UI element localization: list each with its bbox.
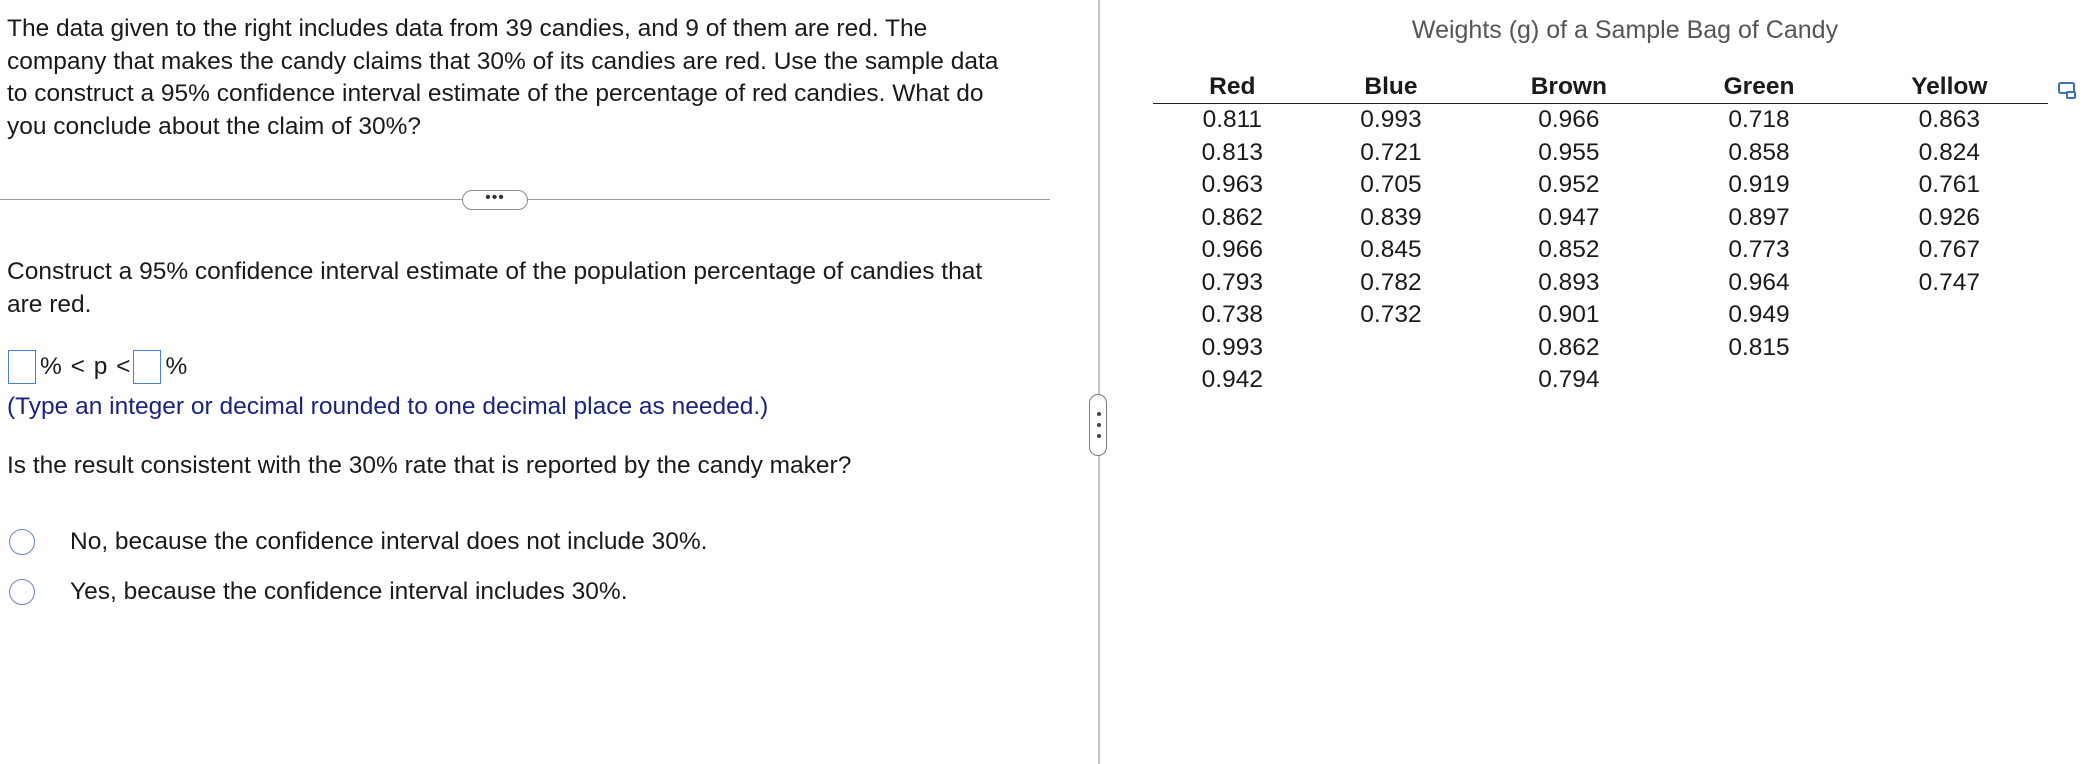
rounding-hint: (Type an integer or decimal rounded to one decimal place as needed.)	[7, 393, 769, 420]
table-cell: 0.942	[1201, 366, 1263, 394]
table-cell: 0.738	[1201, 301, 1263, 329]
table-cell: 0.824	[1918, 138, 1980, 166]
column-header: Brown	[1470, 70, 1667, 104]
table-cell: 0.926	[1918, 203, 1980, 231]
radio-yes[interactable]	[9, 579, 35, 605]
table-row	[1153, 364, 2048, 397]
option-yes[interactable]	[9, 578, 628, 606]
table-cell: 0.782	[1360, 268, 1422, 296]
table-cell: 0.793	[1201, 268, 1263, 296]
table-row	[1153, 137, 2048, 170]
table-row	[1153, 234, 2048, 267]
table-row	[1153, 104, 2048, 137]
interval-answer-row	[8, 348, 190, 386]
table-cell: 0.732	[1360, 301, 1422, 329]
table-cell: 0.966	[1201, 236, 1263, 264]
table-cell: 0.747	[1918, 268, 1980, 296]
table-cell: 0.811	[1202, 106, 1263, 134]
table-row	[1153, 169, 2048, 202]
table-cell	[1851, 299, 2048, 332]
part1-prompt: Construct a 95% confidence interval estimate of the population percentage of candies that are red.	[7, 258, 983, 318]
table-cell: 0.839	[1360, 203, 1422, 231]
table-row	[1153, 267, 2048, 300]
more-button[interactable]: •••	[462, 190, 528, 210]
column-header: Red	[1153, 70, 1312, 104]
table-cell: 0.993	[1201, 333, 1263, 361]
column-header: Yellow	[1851, 70, 2048, 104]
option-no[interactable]	[9, 528, 707, 556]
part2-prompt: Is the result consistent with the 30% rate that is reported by the candy maker?	[7, 452, 852, 479]
option-yes-label: Yes, because the confidence interval includes 30%.	[70, 578, 628, 605]
column-header: Green	[1667, 70, 1850, 104]
table-cell: 0.721	[1360, 138, 1422, 166]
table-cell: 0.773	[1728, 236, 1790, 264]
table-cell: 0.862	[1201, 203, 1263, 231]
table-cell: 0.815	[1728, 333, 1790, 361]
table-cell: 0.966	[1538, 106, 1600, 134]
table-cell: 0.705	[1360, 171, 1422, 199]
column-header: Blue	[1312, 70, 1471, 104]
table-cell: 0.767	[1918, 236, 1980, 264]
pane-splitter[interactable]	[1098, 0, 1100, 764]
table-cell: 0.794	[1538, 366, 1600, 394]
table-cell: 0.963	[1201, 171, 1263, 199]
radio-no[interactable]	[9, 529, 35, 555]
table-cell: 0.718	[1728, 106, 1790, 134]
table-row	[1153, 202, 2048, 235]
table-cell: 0.949	[1728, 301, 1790, 329]
option-no-label: No, because the confidence interval does not include 30%.	[70, 528, 708, 555]
table-cell: 0.964	[1728, 268, 1790, 296]
table-row	[1153, 332, 2048, 365]
table-cell	[1667, 364, 1850, 397]
table-cell: 0.852	[1538, 236, 1600, 264]
upper-bound-input[interactable]	[133, 350, 161, 384]
table-cell: 0.862	[1538, 333, 1600, 361]
copy-icon[interactable]	[2057, 80, 2077, 100]
table-cell: 0.813	[1201, 138, 1263, 166]
interval-middle-text: % < p <	[40, 353, 132, 380]
table-cell	[1312, 332, 1471, 365]
interval-suffix-text: %	[165, 353, 189, 380]
table-cell: 0.893	[1538, 268, 1600, 296]
table-cell: 0.919	[1728, 171, 1790, 199]
table-row	[1153, 299, 2048, 332]
question-text: The data given to the right includes data from 39 candies, and 9 of them are red. The company that makes the candy claims that 30% of its candies are red. Use the sample data to construct a 95% confidence interval estimate of the percentage of red candies. What do you conclude about the claim of 30%?	[7, 15, 999, 140]
table-cell: 0.863	[1918, 106, 1980, 134]
splitter-handle-icon[interactable]	[1089, 394, 1107, 456]
table-cell: 0.952	[1538, 171, 1600, 199]
table-cell: 0.897	[1728, 203, 1790, 231]
table-cell	[1851, 332, 2048, 365]
table-title: Weights (g) of a Sample Bag of Candy	[1411, 16, 1839, 44]
table-cell: 0.858	[1728, 138, 1790, 166]
table-cell	[1312, 364, 1471, 397]
table-cell: 0.955	[1538, 138, 1600, 166]
lower-bound-input[interactable]	[8, 350, 36, 384]
table-header-row	[1153, 70, 2048, 104]
table-cell: 0.993	[1360, 106, 1422, 134]
table-cell: 0.845	[1360, 236, 1422, 264]
table-cell: 0.761	[1918, 171, 1980, 199]
table-cell: 0.901	[1538, 301, 1600, 329]
table-cell: 0.947	[1538, 203, 1600, 231]
table-cell	[1851, 364, 2048, 397]
candy-weights-table	[1153, 70, 2048, 397]
